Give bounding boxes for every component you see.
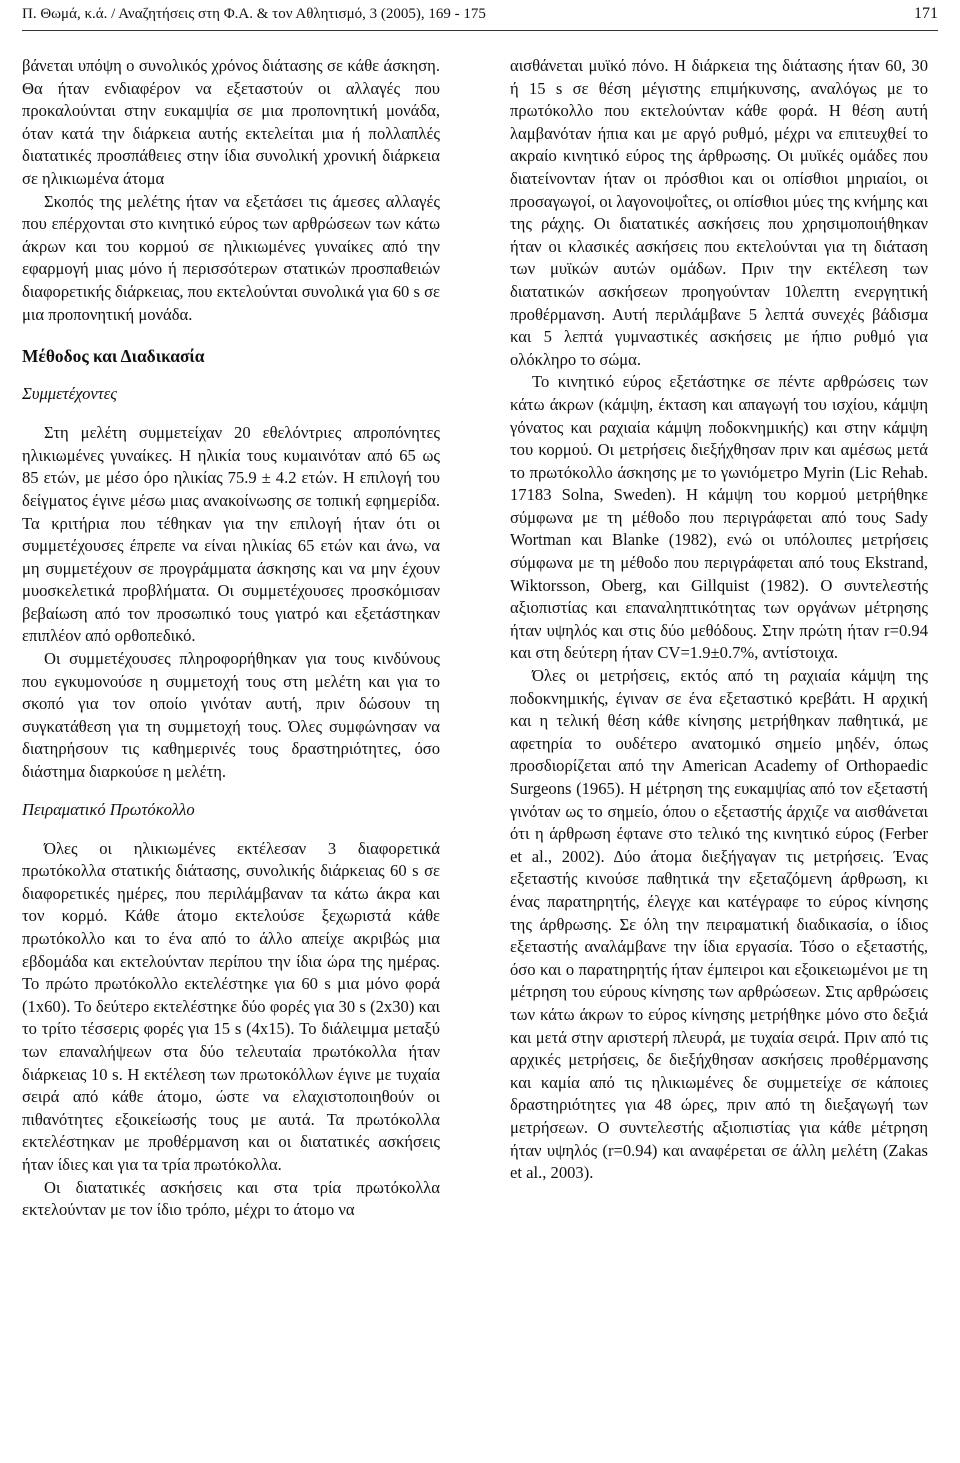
right-column	[510, 55, 928, 1185]
left-column	[22, 55, 440, 1222]
paragraph: αισθάνεται μυϊκό πόνο. Η διάρκεια της διάτασης ήταν 60, 30 ή 15 s σε θέση μέγιστης επιμήκυνσης, αναλόγως με το πρωτόκολλο που εκτελούνταν κάθε φορά. Η θέση αυτή λαμβανόταν ήπια και με αργό ρυθμό, μέχρι να επιτευχθεί το ακραίο κινητικό εύρος της άρθρωσης. Οι μυϊκές ομάδες που διατείνονταν ήταν οι πρόσθιοι και οι οπίσθιοι μηριαίοι, οι προσαγωγοί, οι λαγονοψοΐτες, οι οπίσθιοι μύες της κνήμης και της ράχης. Οι διατατικές ασκήσεις που χρησιμοποιήθηκαν ήταν οι κλασικές ασκήσεις που εκτελούνται για τη διάταση των μυϊκών αυτών ομάδων. Πριν την εκτέλεση των διατατικών ασκήσεων προηγούνταν 10λεπτη ενεργητική προθέρμανση. Αυτή περιλάμβανε 5 λεπτά συνεχές βάδισμα και 5 λεπτά γυμναστικές ασκήσεις με ήπιο ρυθμό για ολόκληρο το σώμα.	[510, 56, 928, 369]
journal-citation: Π. Θωμά, κ.ά. / Αναζητήσεις στη Φ.Α. & τον Αθλητισμό, 3 (2005), 169 - 175	[22, 6, 486, 22]
paragraph: Στη μελέτη συμμετείχαν 20 εθελόντριες απροπόνητες ηλικιωμένες γυναίκες. Η ηλικία τους κυμαινόταν από 65 ως 85 ετών, με μέσο όρο ηλικίας 75.9 ± 4.2 ετών. Η επιλογή του δείγματος έγινε μέσω μιας ανακοίνωσης σε τοπική εφημερίδα. Τα κριτήρια που τέθηκαν για την επιλογή ήταν ότι οι συμμετέχουσες έπρεπε να είναι ηλικίας 65 ετών και άνω, να μη συμμετέχουν σε προγράμματα άσκησης και να μην έχουν μυοσκελετικά προβλήματα. Οι συμμετέχουσες προσκόμισαν βεβαίωση από τον προσωπικό τους γιατρό και εξετάστηκαν επιπλέον από ορθοπεδικό.	[22, 423, 440, 646]
running-header	[22, 2, 938, 26]
spacer	[22, 784, 440, 798]
paragraph: Όλες οι ηλικιωμένες εκτέλεσαν 3 διαφορετικά πρωτόκολλα στατικής διάτασης, συνολικής διάρκειας 60 s σε διαφορετικές ημέρες, που περιλάμβαναν τα κάτω άκρα και τον κορμό. Κάθε άτομο εκτελούσε ξεχωριστά κάθε πρωτόκολλο και το ένα από το άλλο απείχε ακριβώς μια εβδομάδα και εκτελούνταν περίπου την ίδια ώρα της ημέρας. Το πρώτο πρωτόκολλο εκτελέστηκε για 60 s μια μόνο φορά (1x60). Το δεύτερο εκτελέστηκε δύο φορές για 30 s (2x30) και το τρίτο τέσσερις φορές για 15 s (4x15). Το διάλειμμα μεταξύ των επαναλήψεων στα δύο τελευταία πρωτόκολλα ήταν διάρκειας 10 s. Η εκτέλεση των πρωτοκόλλων έγινε με τυχαία σειρά από κάθε άτομο, ώστε να ελαχιστοποιηθούν οι πιθανότητες εξοικείωσής τους με αυτά. Τα πρωτόκολλα εκτελέστηκαν με προθέρμανση και οι διατατικές ασκήσεις ήταν ίδιες και για τα τρία πρωτόκολλα.	[22, 838, 440, 1174]
paragraph: Όλες οι μετρήσεις, εκτός από τη ραχιαία κάμψη της ποδοκνημικής, έγιναν σε ένα εξεταστικό κρεβάτι. Η αρχική και η τελική θέση κάθε κίνησης μετρήθηκαν παθητικά, με αφετηρία το ουδέτερο ανατομικό σημείο μηδέν, όπως προσδιορίζεται από την American Academy of Orthopaedic Surgeons (1965). Η μέτρηση της ευκαμψίας από τον εξεταστή γινόταν ως το σημείο, όπου ο εξεταστής άρχιζε να αισθάνεται ότι η άρθρωση έφτανε στο τελικό της κινητικό εύρος (Ferber et al., 2002). Δύο άτομα διεξήγαγαν τις μετρήσεις. Ένας εξεταστής κινούσε παθητικά την εξεταζόμενη άρθρωση, κι ένας παρατηρητής, έλεγχε και κατέγραφε το εύρος κίνησης της άρθρωσης. Σε όλη την πειραματική διαδικασία, ο ίδιος εξεταστής αναλάμβανε την ίδια εργασία. Τόσο ο εξεταστής, όσο και ο παρατηρητής ήταν έμπειροι και εξοικειωμένοι με τη μέτρηση του εύρους κίνησης των αρθρώσεων. Στις αρθρώσεις των κάτω άκρων το εύρος κίνησης μετρήθηκε μόνο στο δεξιά και μετά στην αριστερή πλευρά, με τυχαία σειρά. Πριν από τις αρχικές μετρήσεις, δε διεξήχθησαν ασκήσεις προθέρμανσης και καμία από τις ηλικιωμένες δε συμμετείχε σε κάποιες δραστηριότητες για 48 ώρες, πριν από τη διεξαγωγή των μετρήσεων. Ο συντελεστής αξιοπιστίας για κάθε μέτρηση ήταν υψηλός (r=0.94) και αναφέρεται σε άλλη μελέτη (Zakas et al., 2003).	[510, 666, 928, 1183]
header-divider	[22, 30, 938, 31]
paragraph: βάνεται υπόψη ο συνολικός χρόνος διάτασης σε κάθε άσκηση. Θα ήταν ενδιαφέρον να εξεταστούν οι αλλαγές που προκαλούνται στην ευκαμψία σε μια προπονητική μονάδα, όταν κατά την διάρκεια αυτής εκτελείται μια ή πολλαπλές διατατικές προσπάθειες στην ίδια συνολική χρονική διάρκεια σε ηλικιωμένα άτομα	[22, 56, 440, 188]
paragraph: Το κινητικό εύρος εξετάστηκε σε πέντε αρθρώσεις των κάτω άκρων (κάμψη, έκταση και απαγωγή του ισχίου, κάμψη γόνατος και ραχιαία κάμψη ποδοκνημικής) και στην κάμψη του κορμού. Οι μετρήσεις διεξήχθησαν πριν και αμέσως μετά το πρωτόκολλο άσκησης με το γωνιόμετρο Myrin (Lic Rehab. 17183 Solna, Sweden). Η κάμψη του κορμού μετρήθηκε σύμφωνα με τη μέθοδο που περιγράφεται από τους Sady Wortman και Blanke (1982), ενώ οι υπόλοιπες μετρήσεις σύμφωνα με τη μέθοδο που περιγράφεται από τους Ekstrand, Wiktorsson, Oberg, και Gillquist (1982). Ο συντελεστής αξιοπιστίας και επαναληπτικότητας των οργάνων μέτρησης ήταν υψηλός και στις δύο μεθόδους. Στην πρώτη ήταν r=0.94 και στη δεύτερη ήταν CV=1.9±0.7%, αντίστοιχα.	[510, 372, 928, 663]
section-heading-methods: Μέθοδος και Διαδικασία	[22, 346, 205, 367]
paragraph-aim: Σκοπός της μελέτης ήταν να εξετάσει τις άμεσες αλλαγές που επέρχονται στο κινητικό εύρος των αρθρώσεων των κάτω άκρων και του κορμού σε ηλικιωμένες γυναίκες από την εφαρμογή μιας μόνο ή περισσότερων στατικών προσπαθειών διαφορετικής διάρκειας, που εκτελούνται συνολικά για 60 s σε μια προπονητική μονάδα.	[22, 191, 440, 324]
subsection-heading-protocol: Πειραματικό Πρωτόκολλο	[22, 799, 195, 819]
paragraph: Οι συμμετέχουσες πληροφορήθηκαν για τους κινδύνους που εγκυμονούσε η συμμετοχή τους στη μελέτη και για το σκοπό για τον οποίο γινόταν αυτή, πριν δώσουν τη συγκατάθεση για τη συμμετοχή τους. Όλες συμφώνησαν να διατηρήσουν τις καθημερινές τους δραστηριότητες, όσο διάστημα διαρκούσε η μελέτη.	[22, 649, 440, 782]
subsection-heading-participants: Συμμετέχοντες	[22, 384, 117, 404]
page-number: 171	[914, 5, 938, 22]
paragraph: Οι διατατικές ασκήσεις και στα τρία πρωτόκολλα εκτελούνταν με τον ίδιο τρόπο, μέχρι το άτομο να	[22, 1177, 440, 1220]
